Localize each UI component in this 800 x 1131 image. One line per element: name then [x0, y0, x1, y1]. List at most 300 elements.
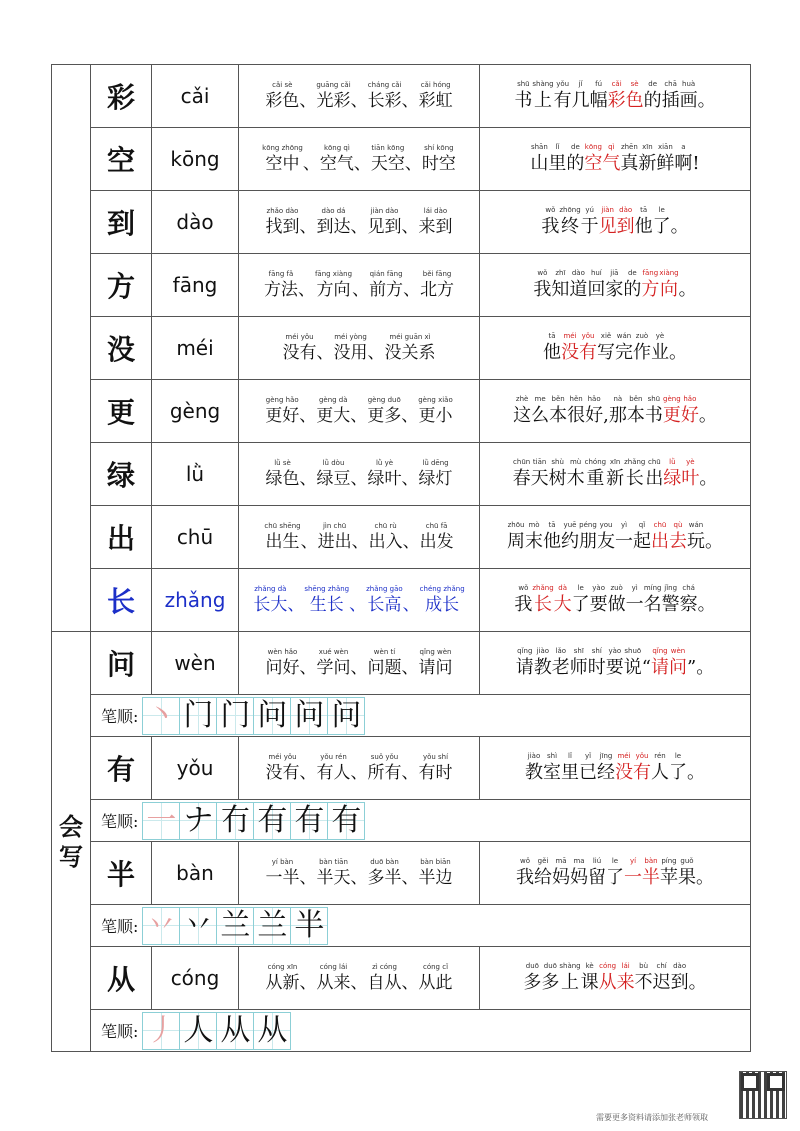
sentence-char: [581, 961, 599, 995]
sentence-char: [559, 961, 580, 995]
sentence-char: [689, 961, 707, 995]
separator: 、: [401, 406, 419, 426]
char-hanzi: 有: [633, 762, 651, 783]
word: [317, 857, 351, 889]
char-hanzi: 。: [688, 972, 707, 993]
char-hanzi: 于: [580, 216, 599, 237]
char-pinyin: yè: [686, 458, 695, 466]
word: [419, 857, 453, 889]
char-hanzi: 完: [615, 342, 633, 363]
char-hanzi: 他: [543, 531, 561, 552]
char-pinyin: qǐ: [638, 521, 646, 529]
char-pinyin: tā: [548, 332, 556, 340]
separator: 、: [401, 973, 419, 993]
sentence-char: [541, 961, 559, 995]
sentence-char: [633, 751, 651, 785]
separator: 、: [350, 763, 368, 783]
char-pinyin: qù: [673, 521, 683, 529]
sentence-char: [680, 79, 698, 113]
char-hanzi: 我: [533, 279, 552, 300]
word-pinyin: zhǎng dà: [254, 585, 287, 593]
separator: 、: [350, 868, 368, 888]
char-hanzi: 多: [541, 972, 560, 993]
word-pinyin: cháng cǎi: [367, 81, 402, 89]
sentence-char: [615, 520, 633, 554]
word-pinyin: qǐng wèn: [419, 648, 452, 656]
char-row: [52, 128, 751, 191]
sentence-char: [561, 331, 579, 365]
sentence-char: [696, 646, 714, 680]
sentence-char: [692, 142, 699, 176]
word: [419, 458, 453, 490]
word-pinyin: chū rù: [374, 522, 397, 530]
char-pinyin: zhōng: [559, 206, 581, 214]
char-pinyin: dào: [571, 269, 585, 277]
char-hanzi: 果: [678, 867, 696, 888]
word: [420, 584, 465, 616]
separator: 、: [316, 343, 334, 363]
sentence-char: [606, 646, 624, 680]
separator: 、: [353, 154, 371, 174]
word-pinyin: chū shēng: [264, 522, 301, 530]
sentence-char: [597, 331, 615, 365]
word-pinyin: běi fāng: [422, 270, 452, 278]
char-pinyin: rén: [654, 752, 666, 760]
char-hanzi: 来: [616, 972, 635, 993]
char-hanzi: 说: [623, 657, 642, 678]
sentence-char: [645, 394, 663, 428]
word-pinyin: zì cóng: [372, 963, 397, 971]
char-pinyin: de: [648, 80, 657, 88]
character-cell: 到: [91, 191, 152, 254]
char-pinyin: shān: [530, 143, 548, 151]
sentence-char: [541, 205, 559, 239]
separator: 、: [352, 280, 370, 300]
char-pinyin: wǒ: [519, 857, 530, 865]
char-pinyin: zhōu: [507, 521, 525, 529]
sentence-char: [599, 205, 617, 239]
char-pinyin: huà: [682, 80, 696, 88]
char-hanzi: 见: [598, 216, 617, 237]
char-pinyin: de: [571, 143, 580, 151]
words-cell: [239, 569, 480, 632]
char-pinyin: le: [674, 752, 682, 760]
char-hanzi: ,: [603, 405, 609, 426]
sentence-char: [570, 646, 588, 680]
char-hanzi: 友: [597, 531, 615, 552]
char-hanzi: 那: [608, 405, 627, 426]
char-hanzi: 真: [620, 153, 639, 174]
char-pinyin: jiào: [527, 752, 541, 760]
char-hanzi: 。: [698, 405, 717, 426]
char-pinyin: yǒu: [635, 752, 649, 760]
word-pinyin: cǎi sè: [272, 81, 293, 89]
word: [316, 80, 350, 112]
char-pinyin: méi: [563, 332, 577, 340]
sentence-char: [609, 394, 627, 428]
sentence: [480, 583, 750, 617]
char-pinyin: zhǎng: [624, 458, 646, 466]
char-hanzi: 上: [560, 972, 579, 993]
word: [368, 857, 402, 889]
sentence-char: [669, 331, 687, 365]
char-pinyin: fú: [595, 80, 603, 88]
word-pinyin: xué wèn: [318, 648, 349, 656]
char-hanzi: 树: [548, 468, 567, 489]
char-hanzi: 回: [587, 279, 606, 300]
word-pinyin: zhǎng gāo: [366, 585, 403, 593]
sentence-char: [641, 268, 659, 302]
words-cell: [239, 737, 480, 800]
word: [266, 458, 300, 490]
sentence-char: [663, 394, 681, 428]
sentence-char: [659, 268, 678, 302]
char-pinyin: lǜ: [669, 458, 676, 466]
char-hanzi: 色: [625, 90, 644, 111]
char-hanzi: 警: [661, 594, 680, 615]
sentence-char: [572, 79, 590, 113]
char-pinyin: me: [534, 395, 546, 403]
stroke-order-cell: [91, 695, 751, 737]
sentence-char: [644, 583, 662, 617]
word-pinyin: dào dá: [321, 207, 346, 215]
char-pinyin: de: [627, 269, 637, 277]
char-pinyin: chí: [656, 962, 667, 970]
char-pinyin: wǒ: [518, 584, 529, 592]
separator: 、: [402, 595, 420, 615]
char-pinyin: le: [658, 206, 665, 214]
word: [419, 752, 453, 784]
char-pinyin: qǐng: [517, 647, 533, 655]
char-hanzi: 叶: [681, 468, 700, 489]
word: [371, 143, 405, 175]
char-hanzi: 长: [625, 468, 644, 489]
sentence-char: [534, 646, 552, 680]
separator: 、: [299, 91, 317, 111]
sentence-char: [605, 268, 623, 302]
char-pinyin: jiā: [610, 269, 619, 277]
char-hanzi: 问: [669, 657, 687, 678]
word: [266, 857, 300, 889]
word-pinyin: kōng zhōng: [262, 144, 303, 152]
char-hanzi: 么: [531, 405, 550, 426]
char-hanzi: “: [641, 657, 651, 678]
word-hanzi: 成长: [425, 595, 460, 615]
char-hanzi: 已: [579, 762, 597, 783]
char-hanzi: 起: [633, 531, 651, 552]
char-hanzi: 业: [651, 342, 669, 363]
separator: 、: [401, 217, 419, 237]
word-list: [239, 269, 479, 301]
pinyin-cell: gèng: [152, 380, 239, 443]
char-hanzi: 有: [553, 90, 572, 111]
word: [368, 647, 402, 679]
char-hanzi: 课: [580, 972, 599, 993]
char-pinyin: gèng: [663, 395, 681, 403]
sentence-char: [523, 961, 541, 995]
word: [368, 752, 402, 784]
word-pinyin: méi guān xì: [389, 333, 431, 341]
word-hanzi: 找到: [265, 217, 300, 237]
word-pinyin: shēng zhǎng: [304, 585, 350, 593]
sentence-char: [617, 961, 635, 995]
sentence-char: [590, 79, 608, 113]
char-pinyin: shí: [591, 647, 602, 655]
sentence-char: [579, 751, 597, 785]
char-hanzi: !: [692, 153, 700, 174]
char-hanzi: 我: [516, 867, 534, 888]
char-pinyin: yào: [592, 584, 605, 592]
stroke-order-cell: [91, 1010, 751, 1052]
sentence-char: [638, 142, 656, 176]
stroke-box: 半: [290, 907, 328, 945]
qr-code-icon: [739, 1071, 787, 1119]
char-hanzi: ”: [687, 657, 697, 678]
word-hanzi: 从新: [265, 973, 300, 993]
stroke-box: 有: [290, 802, 328, 840]
stroke-box: 从: [253, 1012, 291, 1050]
char-hanzi: 空: [584, 153, 603, 174]
word-hanzi: 更大: [316, 406, 351, 426]
sentence-char: [554, 79, 572, 113]
word: [420, 269, 454, 301]
char-hanzi: 做: [607, 594, 626, 615]
character-cell: 没: [91, 317, 152, 380]
word-pinyin: qián fāng: [369, 270, 403, 278]
char-pinyin: tā: [640, 206, 648, 214]
stroke-box: 兰: [253, 907, 291, 945]
stroke-order-label: 笔顺:: [101, 917, 139, 936]
sentence-char: [681, 457, 699, 491]
sentence-char: [585, 457, 606, 491]
char-hanzi: 到: [670, 972, 689, 993]
sentence-cell: [480, 191, 751, 254]
char-hanzi: 本: [549, 405, 568, 426]
sentence-cell: [480, 842, 751, 905]
sentence-cell: [480, 380, 751, 443]
char-hanzi: 多: [523, 972, 542, 993]
char-hanzi: 迟: [652, 972, 671, 993]
words-cell: [239, 632, 480, 695]
char-pinyin: fāng: [642, 269, 659, 277]
word-hanzi: 更多: [367, 406, 402, 426]
char-pinyin: píng: [661, 857, 677, 865]
word-hanzi: 绿灯: [418, 469, 453, 489]
char-pinyin: huí: [590, 269, 602, 277]
char-pinyin: ma: [573, 857, 585, 865]
separator: 、: [299, 973, 317, 993]
word-pinyin: fāng xiàng: [314, 270, 353, 278]
separator: 、: [404, 154, 422, 174]
word-pinyin: bàn tiān: [319, 858, 348, 866]
word-hanzi: 长彩: [367, 91, 402, 111]
word: [317, 752, 351, 784]
sentence-char: [606, 856, 624, 890]
character-cell: 长: [91, 569, 152, 632]
character-cell: 更: [91, 380, 152, 443]
word-hanzi: 更好: [265, 406, 300, 426]
sentence-char: [687, 751, 705, 785]
char-hanzi: 鲜: [656, 153, 675, 174]
word-list: [239, 395, 479, 427]
words-cell: [239, 317, 480, 380]
char-pinyin: lái: [621, 962, 630, 970]
word-hanzi: 问好: [265, 658, 300, 678]
char-hanzi: 从: [598, 972, 617, 993]
word-hanzi: 北方: [420, 280, 455, 300]
sentence-char: [681, 394, 699, 428]
character-cell: 有: [91, 737, 152, 800]
char-hanzi: 绿: [663, 468, 682, 489]
pinyin-cell: zhǎng: [152, 569, 239, 632]
sentence-char: [514, 79, 532, 113]
sentence-char: [532, 79, 553, 113]
stroke-order-row: [52, 1010, 751, 1052]
sentence-char: [548, 142, 566, 176]
char-row: [52, 632, 751, 695]
char-hanzi: 留: [588, 867, 606, 888]
word-pinyin: chéng zhǎng: [419, 585, 465, 593]
char-pinyin: xiàng: [659, 269, 679, 277]
sentence-char: [696, 856, 714, 890]
char-pinyin: wèn: [670, 647, 686, 655]
word-list: [239, 143, 479, 175]
sentence-char: [699, 457, 717, 491]
separator: 、: [350, 406, 368, 426]
char-hanzi: 大: [553, 594, 572, 615]
word-hanzi: 多半: [367, 868, 402, 888]
char-hanzi: 半: [642, 867, 660, 888]
pinyin-cell: cóng: [152, 947, 239, 1010]
char-hanzi: 气: [602, 153, 621, 174]
word-hanzi: 从此: [418, 973, 453, 993]
sentence-char: [579, 331, 597, 365]
char-row: [52, 191, 751, 254]
character-cell: 出: [91, 506, 152, 569]
char-pinyin: mā: [555, 857, 567, 865]
stroke-order-row: [52, 800, 751, 842]
pinyin-cell: dào: [152, 191, 239, 254]
word-list: [239, 458, 479, 490]
char-pinyin: shàng: [559, 962, 581, 970]
word-hanzi: 进出: [317, 532, 352, 552]
separator: 、: [299, 868, 317, 888]
separator: 、: [350, 973, 368, 993]
char-hanzi: 插: [661, 90, 680, 111]
char-row: [52, 506, 751, 569]
sentence: [480, 520, 750, 554]
char-hanzi: 苹: [660, 867, 678, 888]
sentence-char: [662, 583, 680, 617]
char-pinyin: cóng: [599, 962, 617, 970]
char-hanzi: 好: [680, 405, 699, 426]
sentence-char: [513, 457, 531, 491]
word-hanzi: 长高: [367, 595, 402, 615]
sentence-char: [653, 961, 671, 995]
char-hanzi: 天: [530, 468, 549, 489]
sentence-char: [514, 583, 532, 617]
char-hanzi: 时: [587, 657, 606, 678]
pinyin-cell: fāng: [152, 254, 239, 317]
sentence-char: [620, 142, 638, 176]
char-hanzi: 春: [512, 468, 531, 489]
char-hanzi: 。: [705, 531, 723, 552]
word-hanzi: 有人: [316, 763, 351, 783]
sentence-char: [615, 751, 633, 785]
char-hanzi: 。: [699, 468, 718, 489]
stroke-order-row: [52, 695, 751, 737]
sentence-char: [567, 457, 585, 491]
char-pinyin: chóng: [584, 458, 607, 466]
sentence-char: [651, 751, 669, 785]
sentence-char: [579, 520, 597, 554]
word: [283, 332, 317, 364]
pinyin-cell: bàn: [152, 842, 239, 905]
sentence-char: [525, 751, 543, 785]
sentence-char: [599, 961, 617, 995]
char-row: [52, 947, 751, 1010]
char-pinyin: hǎo: [683, 395, 697, 403]
char-hanzi: 朋: [579, 531, 597, 552]
word-pinyin: jiàn dào: [370, 207, 399, 215]
char-hanzi: 重: [586, 468, 605, 489]
char-hanzi: 要: [605, 657, 624, 678]
sentence-char: [680, 583, 698, 617]
sentence-char: [566, 142, 584, 176]
sentence-char: [554, 583, 572, 617]
char-pinyin: péng: [579, 521, 597, 529]
separator: 、: [401, 91, 419, 111]
char-hanzi: 。: [687, 762, 705, 783]
word-hanzi: 出发: [419, 532, 454, 552]
char-hanzi: 。: [670, 216, 689, 237]
char-pinyin: tiān: [532, 458, 547, 466]
word-pinyin: lái dào: [423, 207, 448, 215]
char-hanzi: 向: [659, 279, 678, 300]
char-pinyin: shì: [546, 752, 558, 760]
char-row: [52, 317, 751, 380]
stroke-box: 丿: [142, 1012, 180, 1050]
sentence-cell: [480, 443, 751, 506]
word-hanzi: 自从: [367, 973, 402, 993]
sentence-cell: [480, 737, 751, 800]
pinyin-cell: lǜ: [152, 443, 239, 506]
char-pinyin: mò: [528, 521, 540, 529]
char-pinyin: duō: [543, 962, 557, 970]
char-pinyin: hěn: [569, 395, 583, 403]
char-hanzi: 。: [669, 342, 687, 363]
char-hanzi: 周: [507, 531, 525, 552]
words-cell: [239, 947, 480, 1010]
char-hanzi: 教: [533, 657, 552, 678]
separator: 、: [401, 469, 419, 489]
character-cell: 彩: [91, 65, 152, 128]
stroke-box: 丶: [142, 697, 180, 735]
sentence-char: [552, 646, 570, 680]
words-cell: [239, 506, 480, 569]
sentence-char: [705, 520, 723, 554]
char-pinyin: yì: [631, 584, 638, 592]
word-hanzi: 学问: [316, 658, 351, 678]
char-pinyin: yǐ: [584, 752, 592, 760]
word-pinyin: cóng lái: [319, 963, 348, 971]
char-hanzi: 山: [530, 153, 549, 174]
stroke-box: 有: [253, 802, 291, 840]
word-pinyin: wèn hǎo: [267, 648, 298, 656]
stroke-order-label: 笔顺:: [101, 1022, 139, 1041]
separator: 、: [401, 658, 419, 678]
sentence-char: [633, 520, 651, 554]
